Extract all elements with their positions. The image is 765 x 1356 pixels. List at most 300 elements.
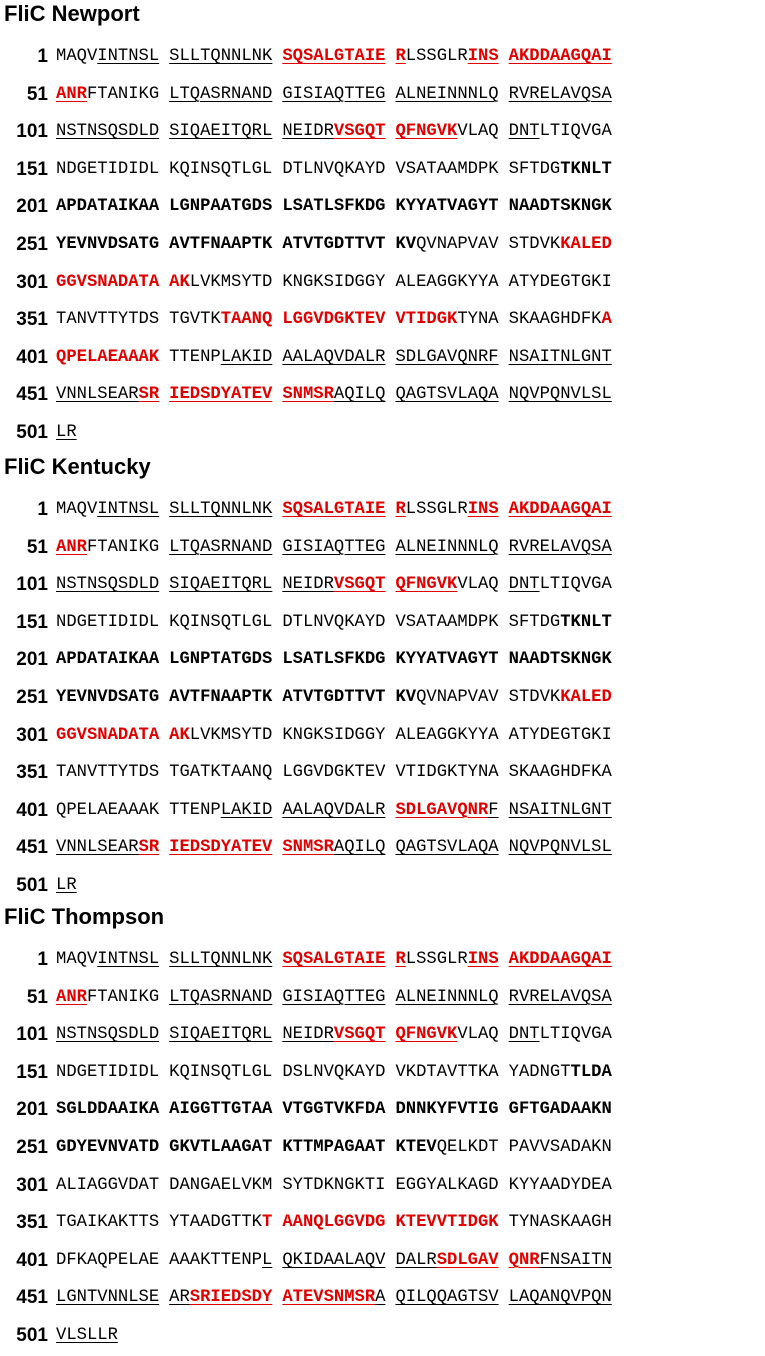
- highlighted-segment: QNR: [508, 1250, 540, 1270]
- residue-block: [56, 496, 159, 524]
- residue-number: 51: [26, 536, 48, 558]
- sequence-line: [0, 419, 765, 453]
- residue-number: 1: [37, 46, 48, 67]
- panel-title: FliC Thompson: [4, 904, 165, 929]
- sequence-segment: FTANIKG: [86, 84, 160, 104]
- bold-segment: LSATLSFKDG: [282, 197, 386, 217]
- residue-block: [509, 534, 612, 562]
- residue-block: [509, 269, 612, 297]
- residue-block: [395, 609, 498, 637]
- sequence-segment: GISIAQTTEG: [282, 84, 386, 104]
- residue-number: 451: [16, 837, 48, 859]
- sequence-segment: YADNGT: [508, 1062, 571, 1082]
- sequence-segment: ALEAGGKYYA: [395, 725, 499, 745]
- residue-block: [509, 722, 612, 750]
- sequence-blocks: [56, 1134, 765, 1162]
- residue-block: [282, 43, 385, 71]
- sequence-segment: SIQAEITQRL: [169, 122, 273, 142]
- sequence-line: [0, 1021, 765, 1055]
- sequence-segment: VLSLLR: [56, 1326, 118, 1345]
- bold-segment: YEVNVDSATG: [56, 688, 160, 707]
- sequence-segment: LSSGLR: [405, 500, 468, 519]
- sequence-segment: NSTNSQSDLD: [56, 575, 160, 595]
- residue-block: [395, 646, 498, 674]
- residue-block: [56, 722, 159, 750]
- sequence-segment: VNNLSEAR: [56, 385, 139, 405]
- highlighted-segment: INS: [467, 47, 499, 66]
- highlighted-segment: AK: [169, 725, 190, 745]
- sequence-segment: DTLNVQKAYD: [282, 159, 386, 179]
- sequence-segment: NEIDR: [282, 575, 334, 595]
- residue-number: 351: [16, 1212, 48, 1234]
- highlighted-segment: T: [261, 1213, 273, 1233]
- residue-block: [169, 81, 272, 109]
- sequence-segment: ATYDEGTGKI: [508, 272, 612, 292]
- residue-block: [395, 81, 498, 109]
- residue-block: [56, 344, 159, 372]
- bold-segment: TKNLT: [560, 612, 612, 632]
- bold-segment: KYYATVAGYT: [395, 650, 499, 670]
- residue-block: [56, 419, 77, 447]
- residue-number: 1: [37, 499, 48, 520]
- sequence-segment: ALIAGGVDAT: [56, 1175, 160, 1195]
- residue-number: 101: [16, 121, 48, 143]
- sequence-segment: LTIQVGA: [539, 122, 612, 142]
- panel-title: FliC Kentucky: [4, 454, 151, 479]
- sequence-line: [0, 722, 765, 756]
- residue-block: [282, 81, 385, 109]
- sequence-blocks: [56, 684, 765, 712]
- sequence-line: [0, 984, 765, 1018]
- sequence-segment: DFKAQPELAE: [56, 1250, 160, 1270]
- sequence-segment: SLLTQNNLNK: [169, 500, 273, 519]
- sequence-segment: YTAADGTTK: [169, 1213, 262, 1233]
- residue-block: [56, 946, 159, 974]
- highlighted-segment: AKDDAAGQAI: [508, 47, 612, 66]
- sequence-segment: DNT: [508, 575, 540, 595]
- residue-block: [56, 1096, 159, 1124]
- sequence-segment: LGNTVNNLSE: [56, 1288, 160, 1308]
- residue-number: 201: [16, 196, 48, 218]
- sequence-segment: DNT: [508, 1025, 540, 1045]
- residue-block: [509, 496, 612, 524]
- residue-block: [395, 834, 498, 862]
- sequence-line: [0, 571, 765, 605]
- residue-block: [56, 684, 159, 712]
- sequence-segment: NSTNSQSDLD: [56, 1025, 160, 1045]
- residue-block: [169, 534, 272, 562]
- sequence-blocks: [56, 534, 765, 562]
- sequence-blocks: [56, 193, 765, 221]
- sequence-segment: NSTNSQSDLD: [56, 122, 160, 142]
- sequence-blocks: [56, 1059, 765, 1087]
- highlighted-segment: AKDDAAGQAI: [508, 500, 612, 519]
- residue-number: 251: [16, 1137, 48, 1158]
- highlighted-segment: AANQLGGVDG: [282, 1213, 386, 1233]
- residue-block: [282, 496, 385, 524]
- residue-block: [169, 1096, 272, 1124]
- residue-block: [169, 984, 272, 1012]
- sequence-segment: TYNASKAAGH: [508, 1213, 612, 1233]
- sequence-line: [0, 1172, 765, 1206]
- highlighted-segment: IEDSDYATEV: [169, 838, 273, 858]
- sequence-segment: SIQAEITQRL: [169, 575, 273, 595]
- residue-block: [509, 118, 612, 146]
- sequence-segment: NEIDR: [282, 1025, 334, 1045]
- residue-block: [395, 306, 498, 334]
- bold-segment: NAADTSKNGK: [508, 197, 612, 217]
- residue-block: [509, 759, 612, 787]
- residue-number: 101: [16, 574, 48, 596]
- residue-block: [56, 1059, 159, 1087]
- sequence-segment: SDLGAVQNRF: [395, 347, 499, 367]
- residue-block: [282, 1096, 385, 1124]
- residue-block: [169, 797, 272, 825]
- bold-segment: VTGGTVKFDA: [282, 1100, 386, 1120]
- sequence-segment: LTQASRNAND: [169, 84, 273, 104]
- bold-segment: LSATLSFKDG: [282, 650, 386, 670]
- highlighted-segment: GGVSNADATA: [56, 725, 160, 745]
- residue-block: [282, 1284, 385, 1312]
- sequence-segment: ALNEINNNLQ: [395, 987, 499, 1007]
- sequence-blocks: [56, 872, 765, 900]
- sequence-segment: TGAIKAKTTS: [56, 1213, 160, 1233]
- sequence-line: [0, 1134, 765, 1168]
- sequence-line: [0, 834, 765, 868]
- sequence-segment: NQVPQNVLSL: [508, 385, 612, 405]
- sequence-line: [0, 381, 765, 415]
- residue-block: [509, 1209, 612, 1237]
- sequence-segment: AAAKTTENP: [169, 1250, 262, 1270]
- highlighted-segment: LGGVDGKTEV: [282, 310, 386, 330]
- sequence-segment: KNGKSIDGGY: [282, 272, 386, 292]
- sequence-segment: STDVK: [508, 235, 561, 254]
- highlighted-segment: GGVSNADATA: [56, 272, 160, 292]
- residue-block: [509, 1247, 612, 1275]
- bold-segment: GDYEVNVATD: [56, 1138, 160, 1157]
- sequence-blocks: [56, 118, 765, 146]
- residue-block: [509, 1172, 612, 1200]
- residue-number: 501: [16, 422, 48, 443]
- sequence-segment: QAGTSVLAQA: [395, 385, 499, 405]
- sequence-segment: VLAQ: [457, 1025, 499, 1045]
- sequence-segment: LAKID: [220, 347, 273, 367]
- bold-segment: TLDA: [570, 1062, 612, 1082]
- sequence-segment: L: [261, 1250, 273, 1270]
- residue-block: [56, 118, 159, 146]
- sequence-segment: TGVTK: [169, 310, 221, 330]
- sequence-line: [0, 193, 765, 227]
- highlighted-segment: KALED: [560, 235, 612, 254]
- residue-block: [282, 344, 385, 372]
- sequence-segment: SYTDKNGKTI: [282, 1175, 386, 1195]
- sequence-blocks: [56, 646, 765, 674]
- sequence-line: [0, 872, 765, 906]
- highlighted-segment: SR: [138, 838, 160, 858]
- sequence-segment: AALAQVDALR: [282, 800, 386, 820]
- sequence-segment: DALR: [395, 1250, 437, 1270]
- bold-segment: AVTFNAAPTK: [169, 235, 273, 254]
- sequence-segment: AR: [169, 1288, 190, 1308]
- sequence-segment: DNT: [508, 122, 540, 142]
- residue-block: [282, 1059, 385, 1087]
- sequence-segment: KQINSQTLGL: [169, 612, 273, 632]
- residue-block: [169, 684, 272, 712]
- sequence-segment: DSLNVQKAYD: [282, 1062, 386, 1082]
- sequence-segment: FTANIKG: [86, 987, 160, 1007]
- sequence-line: [0, 946, 765, 980]
- highlighted-segment: SR: [138, 385, 160, 405]
- residue-block: [169, 1134, 272, 1162]
- residue-block: [56, 1284, 159, 1312]
- sequence-line: [0, 156, 765, 190]
- residue-block: [169, 1209, 272, 1237]
- sequence-segment: INTNSL: [97, 500, 160, 519]
- sequence-segment: TTENP: [169, 347, 221, 367]
- residue-number: 501: [16, 1325, 48, 1346]
- residue-block: [169, 1284, 272, 1312]
- residue-block: [509, 193, 612, 221]
- bold-segment: LGNPTATGDS: [169, 650, 273, 670]
- sequence-segment: VSATAAMDPK: [395, 159, 499, 179]
- sequence-segment: AALAQVDALR: [282, 347, 386, 367]
- sequence-segment: SFTDG: [508, 612, 561, 632]
- residue-block: [509, 571, 612, 599]
- sequence-segment: DTLNVQKAYD: [282, 612, 386, 632]
- residue-block: [282, 156, 385, 184]
- sequence-line: [0, 231, 765, 265]
- sequence-segment: VSATAAMDPK: [395, 612, 499, 632]
- sequence-segment: TGATKTAANQ: [169, 763, 273, 783]
- residue-number: 451: [16, 384, 48, 406]
- sequence-segment: TANVTTYTDS: [56, 310, 160, 330]
- sequence-segment: LVKMSYTD: [189, 272, 273, 292]
- sequence-segment: FTANIKG: [86, 537, 160, 557]
- panel-title: FliC Newport: [4, 1, 140, 26]
- highlighted-segment: ANR: [56, 537, 87, 557]
- sequence-line: [0, 118, 765, 152]
- sequence-segment: TYNA: [457, 310, 499, 330]
- sequence-segment: MAQV: [56, 500, 98, 519]
- residue-block: [395, 571, 498, 599]
- sequence-segment: LTIQVGA: [539, 575, 612, 595]
- residue-block: [169, 759, 272, 787]
- sequence-segment: INTNSL: [97, 47, 160, 66]
- sequence-segment: QAGTSVLAQA: [395, 838, 499, 858]
- residue-block: [56, 1134, 159, 1162]
- sequence-segment: ALEAGGKYYA: [395, 272, 499, 292]
- residue-number: 401: [16, 799, 48, 821]
- highlighted-segment: QFNGVK: [395, 122, 458, 142]
- sequence-line: [0, 269, 765, 303]
- bold-segment: LGNPAATGDS: [169, 197, 273, 217]
- sequence-line: [0, 609, 765, 643]
- residue-block: [56, 306, 159, 334]
- sequence-segment: NDGETIDIDL: [56, 612, 160, 632]
- residue-block: [169, 571, 272, 599]
- highlighted-segment: KTEVVTIDGK: [395, 1213, 499, 1233]
- residue-block: [169, 646, 272, 674]
- residue-block: [509, 984, 612, 1012]
- residue-block: [395, 344, 498, 372]
- sequence-blocks: [56, 571, 765, 599]
- highlighted-segment: VTIDGK: [395, 310, 458, 330]
- sequence-segment: LGGVDGKTEV: [282, 763, 386, 783]
- residue-block: [282, 231, 385, 259]
- residue-block: [282, 984, 385, 1012]
- residue-block: [395, 984, 498, 1012]
- residue-number: 201: [16, 1099, 48, 1121]
- bold-segment: NAADTSKNGK: [508, 650, 612, 670]
- highlighted-segment: SNMSR: [282, 838, 334, 858]
- sequence-segment: VTIDGKTYNA: [395, 763, 499, 783]
- highlighted-segment: R: [395, 950, 406, 969]
- residue-block: [169, 231, 272, 259]
- residue-number: 51: [26, 83, 48, 105]
- residue-block: [56, 193, 159, 221]
- highlighted-segment: SQSALGTAIE: [282, 950, 386, 969]
- residue-block: [509, 1059, 612, 1087]
- highlighted-segment: SRIEDSDY: [189, 1288, 273, 1308]
- residue-block: [56, 872, 77, 900]
- residue-number: 51: [26, 986, 48, 1008]
- residue-number: 301: [16, 1174, 48, 1196]
- sequence-segment: KQINSQTLGL: [169, 159, 273, 179]
- residue-block: [282, 1209, 385, 1237]
- sequence-line: [0, 344, 765, 378]
- bold-segment: ATVTGDTTVT: [282, 235, 386, 254]
- residue-block: [56, 1172, 159, 1200]
- sequence-line: [0, 646, 765, 680]
- sequence-blocks: [56, 797, 765, 825]
- sequence-blocks: [56, 269, 765, 297]
- bold-segment: KYYATVAGYT: [395, 197, 499, 217]
- residue-block: [169, 1059, 272, 1087]
- bold-segment: YEVNVDSATG: [56, 235, 160, 254]
- sequence-blocks: [56, 344, 765, 372]
- residue-block: [56, 1247, 159, 1275]
- sequence-segment: LR: [56, 876, 77, 895]
- residue-block: [282, 834, 385, 862]
- residue-block: [509, 43, 612, 71]
- sequence-segment: QVNAPVAV: [416, 688, 499, 707]
- residue-block: [395, 1021, 498, 1049]
- highlighted-segment: SDLGAVQNR: [395, 800, 489, 820]
- sequence-segment: DANGAELVKM: [169, 1175, 273, 1195]
- residue-block: [56, 609, 159, 637]
- residue-block: [395, 1059, 498, 1087]
- sequence-segment: AQILQ: [333, 385, 386, 405]
- sequence-segment: NEIDR: [282, 122, 334, 142]
- residue-number: 201: [16, 649, 48, 671]
- sequence-segment: MAQV: [56, 950, 98, 969]
- residue-block: [169, 344, 272, 372]
- residue-block: [509, 156, 612, 184]
- bold-segment: TKNLT: [560, 159, 612, 179]
- bold-segment: AIGGTTGTAA: [169, 1100, 273, 1120]
- residue-block: [509, 684, 612, 712]
- sequence-segment: QVNAPVAV: [416, 235, 499, 254]
- sequence-segment: LAQANQVPQN: [508, 1288, 612, 1308]
- bold-segment: KTTMPAGAAT: [282, 1138, 386, 1157]
- sequence-segment: RVRELAVQSA: [508, 987, 612, 1007]
- sequence-blocks: [56, 834, 765, 862]
- residue-block: [56, 646, 159, 674]
- sequence-segment: TTENP: [169, 800, 221, 820]
- sequence-line: [0, 684, 765, 718]
- residue-block: [509, 81, 612, 109]
- residue-block: [282, 269, 385, 297]
- sequence-segment: LAKID: [220, 800, 273, 820]
- residue-block: [282, 306, 385, 334]
- residue-block: [395, 759, 498, 787]
- bold-segment: SGLDDAAIKA: [56, 1100, 160, 1120]
- residue-block: [509, 1021, 612, 1049]
- sequence-segment: NDGETIDIDL: [56, 159, 160, 179]
- residue-block: [395, 946, 498, 974]
- residue-block: [282, 1172, 385, 1200]
- residue-block: [509, 306, 612, 334]
- sequence-segment: LSSGLR: [405, 47, 468, 66]
- residue-block: [169, 1172, 272, 1200]
- residue-number: 1: [37, 949, 48, 970]
- residue-block: [509, 646, 612, 674]
- highlighted-segment: QFNGVK: [395, 1025, 458, 1045]
- residue-number: 301: [16, 271, 48, 293]
- residue-block: [169, 1021, 272, 1049]
- residue-block: [395, 1284, 498, 1312]
- sequence-segment: SKAAGHDFK: [508, 310, 602, 330]
- highlighted-segment: IEDSDYATEV: [169, 385, 273, 405]
- bold-segment: ATVTGDTTVT: [282, 688, 386, 707]
- highlighted-segment: QFNGVK: [395, 575, 458, 595]
- highlighted-segment: TAANQ: [220, 310, 273, 330]
- residue-number: 351: [16, 762, 48, 784]
- sequence-segment: ATYDEGTGKI: [508, 725, 612, 745]
- residue-block: [395, 496, 498, 524]
- highlighted-segment: SQSALGTAIE: [282, 500, 386, 519]
- sequence-blocks: [56, 231, 765, 259]
- sequence-blocks: [56, 496, 765, 524]
- residue-block: [169, 381, 272, 409]
- highlighted-segment: AKDDAAGQAI: [508, 950, 612, 969]
- residue-block: [282, 193, 385, 221]
- sequence-segment: PAVVSADAKN: [508, 1138, 612, 1157]
- sequence-segment: NSAITNLGNT: [508, 800, 612, 820]
- sequence-segment: GISIAQTTEG: [282, 537, 386, 557]
- sequence-segment: QELKDT: [436, 1138, 499, 1157]
- sequence-blocks: [56, 1322, 765, 1350]
- residue-block: [282, 684, 385, 712]
- sequence-blocks: [56, 1021, 765, 1049]
- highlighted-segment: SQSALGTAIE: [282, 47, 386, 66]
- sequence-segment: ALNEINNNLQ: [395, 537, 499, 557]
- sequence-segment: VLAQ: [457, 575, 499, 595]
- residue-block: [395, 43, 498, 71]
- sequence-segment: RVRELAVQSA: [508, 537, 612, 557]
- sequence-segment: NDGETIDIDL: [56, 1062, 160, 1082]
- highlighted-segment: ANR: [56, 987, 87, 1007]
- residue-number: 151: [16, 158, 48, 180]
- residue-block: [509, 946, 612, 974]
- sequence-line: [0, 1059, 765, 1093]
- sequence-segment: RVRELAVQSA: [508, 84, 612, 104]
- residue-block: [56, 43, 159, 71]
- residue-block: [56, 834, 159, 862]
- sequence-blocks: [56, 722, 765, 750]
- sequence-segment: KQINSQTLGL: [169, 1062, 273, 1082]
- residue-block: [395, 534, 498, 562]
